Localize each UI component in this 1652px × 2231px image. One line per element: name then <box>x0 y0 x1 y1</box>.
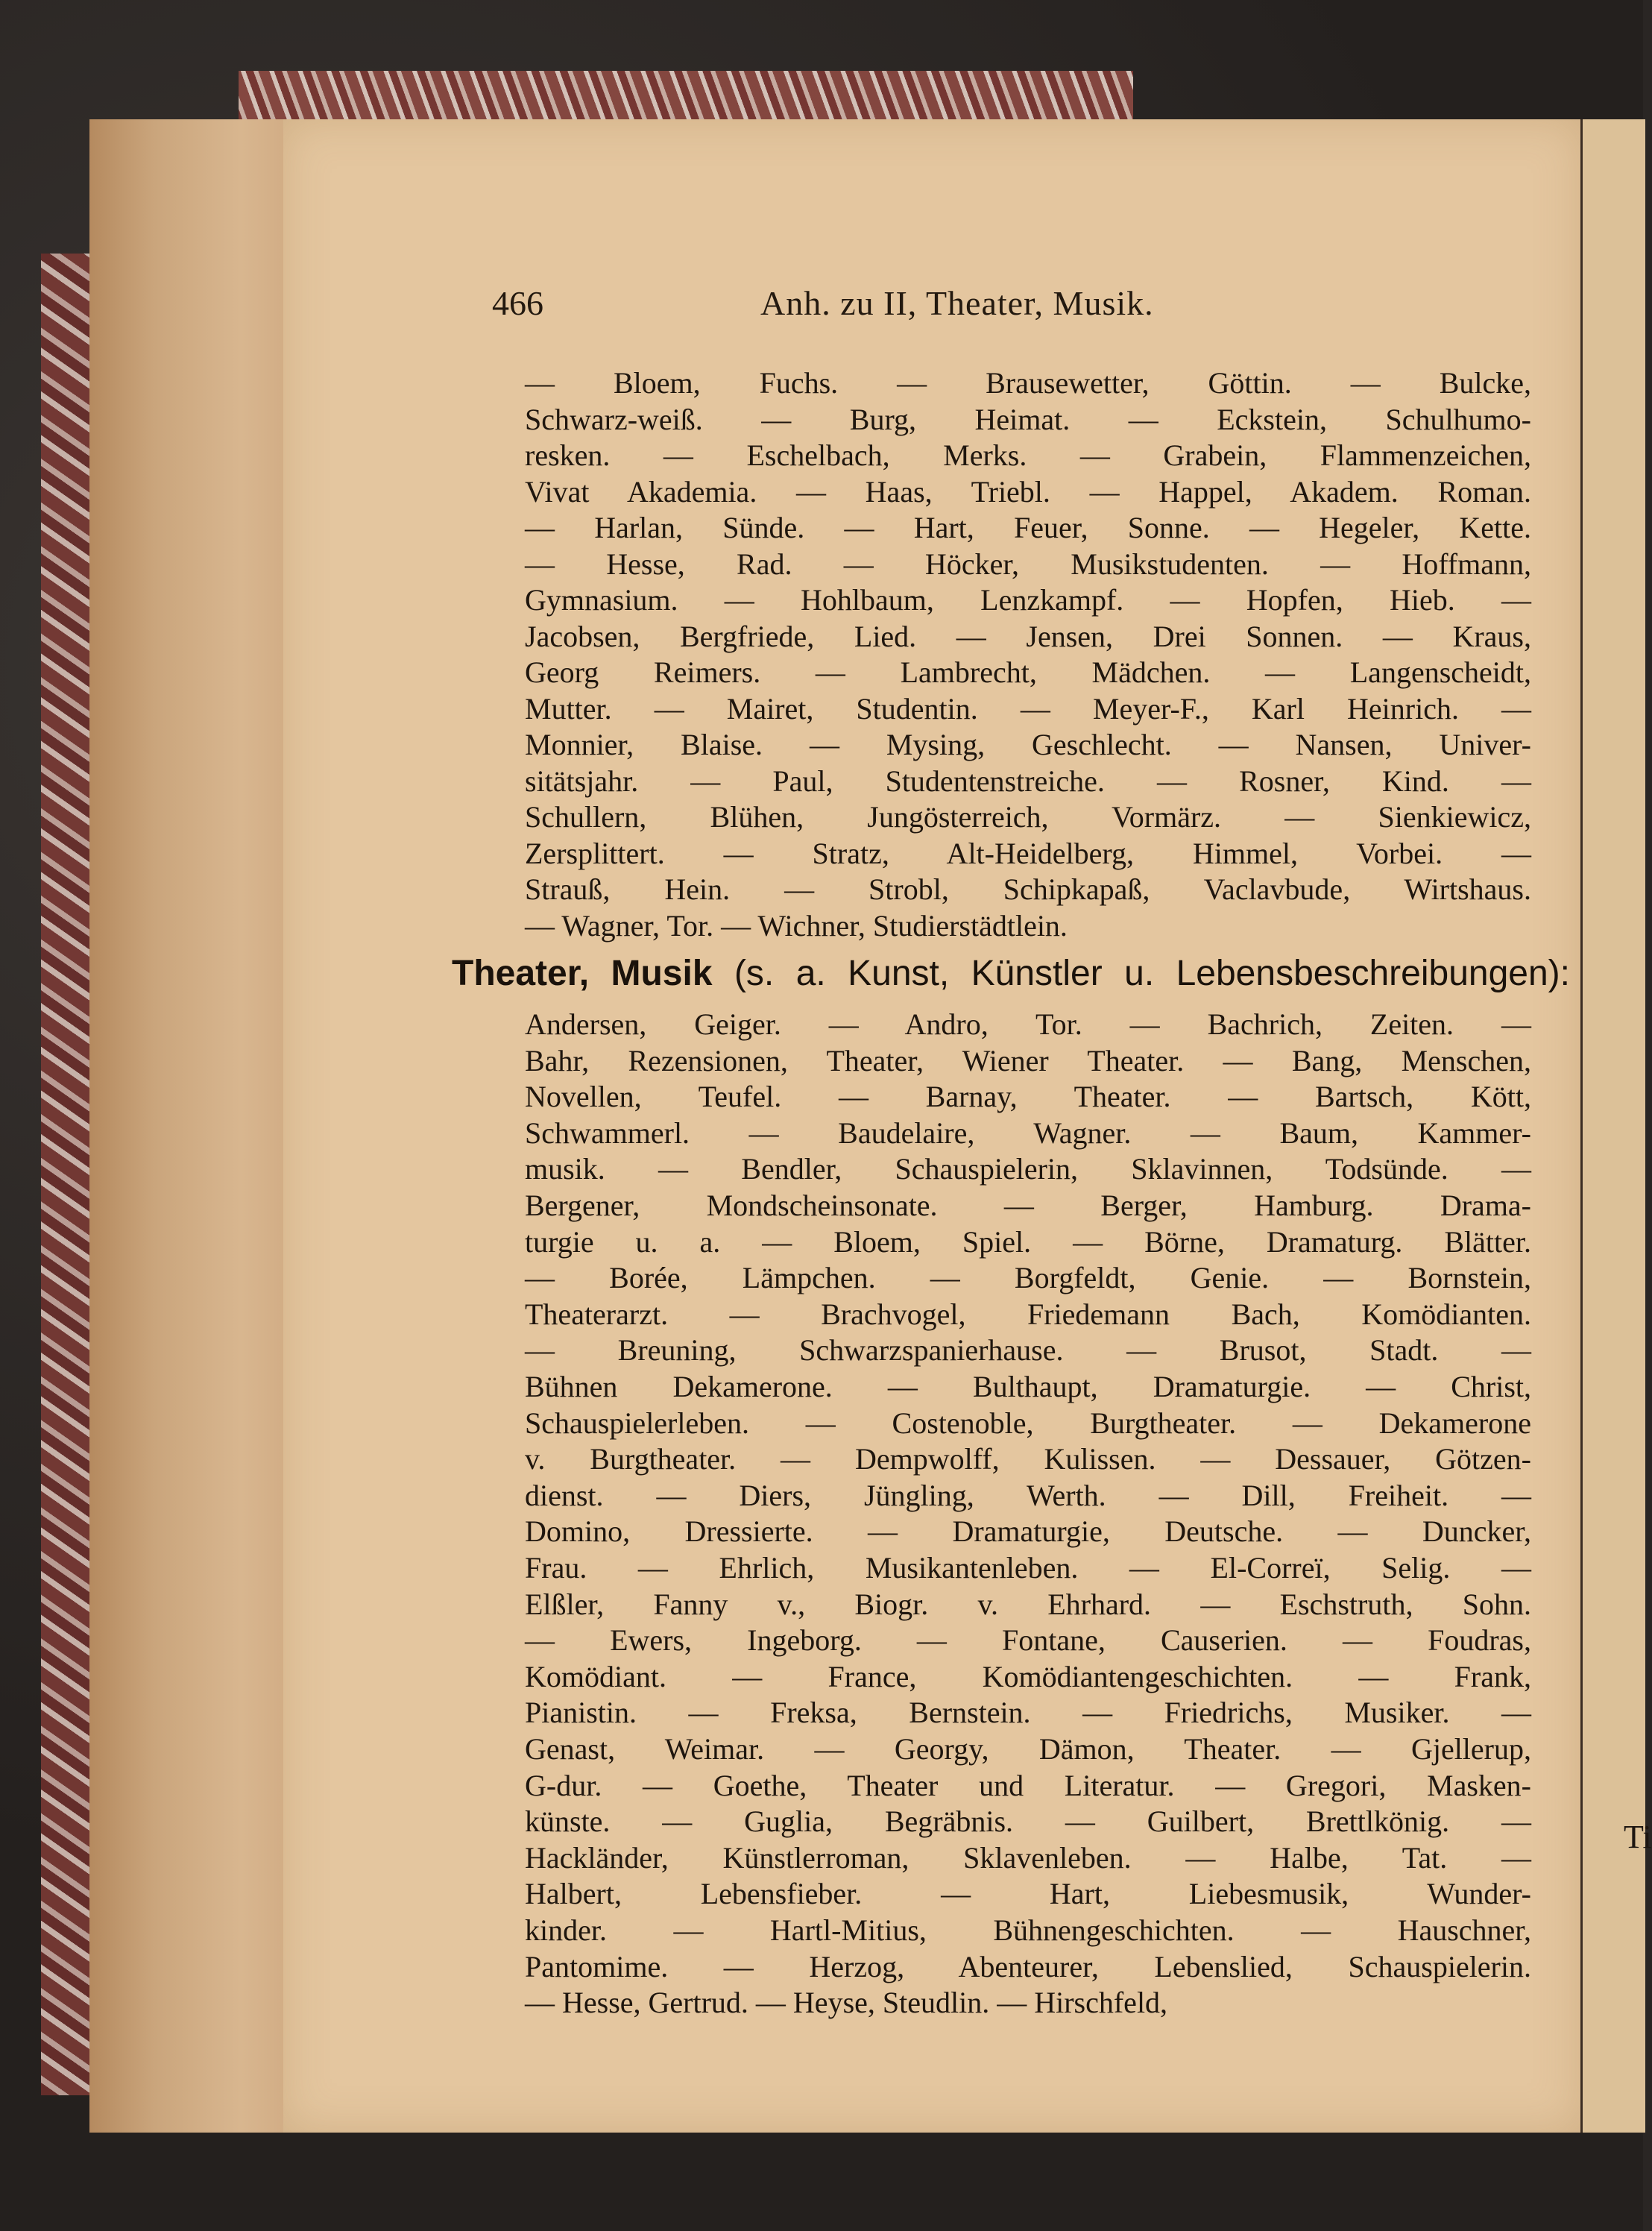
text-line: musik. — Bendler, Schauspielerin, Sklavinnen, Todsünde. — <box>525 1152 1531 1186</box>
text-line: — Hesse, Rad. — Höcker, Musikstudenten. — Hoffmann, <box>525 547 1531 581</box>
text-line: turgie u. a. — Bloem, Spiel. — Börne, Dramaturg. Blätter. <box>525 1224 1531 1259</box>
text-line: Genast, Weimar. — Georgy, Dämon, Theater. — Gjellerup, <box>525 1732 1531 1766</box>
text-line: Zersplittert. — Stratz, Alt-Heidelberg, Himmel, Vorbei. — <box>525 836 1531 870</box>
text-line: sitätsjahr. — Paul, Studentenstreiche. — Rosner, Kind. — <box>525 764 1531 798</box>
text-line: Elßler, Fanny v., Biogr. v. Ehrhard. — Eschstruth, Sohn. <box>525 1587 1531 1621</box>
page-number: 466 <box>492 284 543 322</box>
text-line: Novellen, Teufel. — Barnay, Theater. — Bartsch, Kött, <box>525 1080 1531 1114</box>
text-line: Schauspielerleben. — Costenoble, Burgtheater. — Dekamerone <box>525 1406 1531 1440</box>
text-line: kinder. — Hartl-Mitius, Bühnengeschichten. — Hauschner, <box>525 1913 1531 1947</box>
text-line: Jacobsen, Bergfriede, Lied. — Jensen, Drei Sonnen. — Kraus, <box>525 619 1531 653</box>
text-line: v. Burgtheater. — Dempwolff, Kulissen. — Dessauer, Götzen- <box>525 1442 1531 1476</box>
text-line: Vivat Akademia. — Haas, Triebl. — Happel, Akadem. Roman. <box>525 474 1531 509</box>
text-line: — Bloem, Fuchs. — Brausewetter, Göttin. — Bulcke, <box>525 366 1531 400</box>
text-line: Pantomime. — Herzog, Abenteurer, Lebenslied, Schauspielerin. <box>525 1949 1531 1983</box>
text-line: Bühnen Dekamerone. — Bulthaupt, Dramaturgie. — Christ, <box>525 1370 1531 1403</box>
text-line: Andersen, Geiger. — Andro, Tor. — Bachrich, Zeiten. — <box>525 1007 1531 1041</box>
text-line: Monnier, Blaise. — Mysing, Geschlecht. — Nansen, Univer- <box>525 728 1531 761</box>
text-line: künste. — Guglia, Begräbnis. — Guilbert, Brettlkönig. — <box>525 1804 1531 1839</box>
text-line: Gymnasium. — Hohlbaum, Lenzkampf. — Hopfen, Hieb. — <box>525 583 1531 617</box>
running-title: Anh. zu II, Theater, Musik. <box>760 284 1154 322</box>
section-heading <box>452 953 1570 994</box>
text-line: Theaterarzt. — Brachvogel, Friedemann Bach, Komödianten. <box>525 1297 1531 1331</box>
text-line: Halbert, Lebensfieber. — Hart, Liebesmusik, Wunder- <box>525 1877 1531 1911</box>
text-line: resken. — Eschelbach, Merks. — Grabein, Flammenzeichen, <box>525 438 1531 472</box>
text-line: — Wagner, Tor. — Wichner, Studierstädtlein. <box>525 908 1068 943</box>
text-line: Pianistin. — Freksa, Bernstein. — Friedrichs, Musiker. — <box>525 1696 1531 1730</box>
text-line: Schwarz-weiß. — Burg, Heimat. — Eckstein, Schulhumo- <box>525 402 1531 436</box>
text-line: G-dur. — Goethe, Theater und Literatur. — Gregori, Masken- <box>525 1768 1531 1802</box>
text-line: Schwammerl. — Baudelaire, Wagner. — Baum, Kammer- <box>525 1116 1531 1150</box>
text-line: Bergener, Mondscheinsonate. — Berger, Hamburg. Drama- <box>525 1189 1531 1222</box>
facing-page-fragment: Ti <box>1624 1819 1652 1855</box>
text-line: — Breuning, Schwarzspanierhause. — Brusot, Stadt. — <box>525 1333 1531 1368</box>
text-line: Schullern, Blühen, Jungösterreich, Vormärz. — Sienkiewicz, <box>525 800 1531 834</box>
text-line: Komödiant. — France, Komödiantengeschichten. — Frank, <box>525 1659 1531 1693</box>
text-line: Georg Reimers. — Lambrecht, Mädchen. — Langenscheidt, <box>525 655 1531 689</box>
text-line: — Hesse, Gertrud. — Heyse, Steudlin. — Hirschfeld, <box>525 1986 1168 2020</box>
text-line: — Ewers, Ingeborg. — Fontane, Causerien. — Foudras, <box>525 1623 1531 1658</box>
text-line: Frau. — Ehrlich, Musikantenleben. — El-Correï, Selig. — <box>525 1551 1531 1585</box>
text-line: — Borée, Lämpchen. — Borgfeldt, Genie. — Bornstein, <box>525 1261 1531 1295</box>
section-heading-subtitle: (s. a. Kunst, Künstler u. Lebensbeschreibungen): <box>712 954 1570 993</box>
text-line: Mutter. — Mairet, Studentin. — Meyer-F., Karl Heinrich. — <box>525 691 1531 726</box>
section-heading-title: Theater, Musik <box>452 954 713 993</box>
text-line: dienst. — Diers, Jüngling, Werth. — Dill, Freiheit. — <box>525 1478 1531 1512</box>
text-line: Domino, Dressierte. — Dramaturgie, Deutsche. — Duncker, <box>525 1514 1531 1549</box>
text-line: Hackländer, Künstlerroman, Sklavenleben. — Halbe, Tat. — <box>525 1840 1531 1875</box>
text-line: Strauß, Hein. — Strobl, Schipkapaß, Vaclavbude, Wirtshaus. <box>525 872 1531 906</box>
text-line: — Harlan, Sünde. — Hart, Feuer, Sonne. — Hegeler, Kette. <box>525 511 1531 544</box>
page-block-edge <box>89 119 306 2133</box>
text-line: Bahr, Rezensionen, Theater, Wiener Theater. — Bang, Menschen, <box>525 1043 1531 1077</box>
